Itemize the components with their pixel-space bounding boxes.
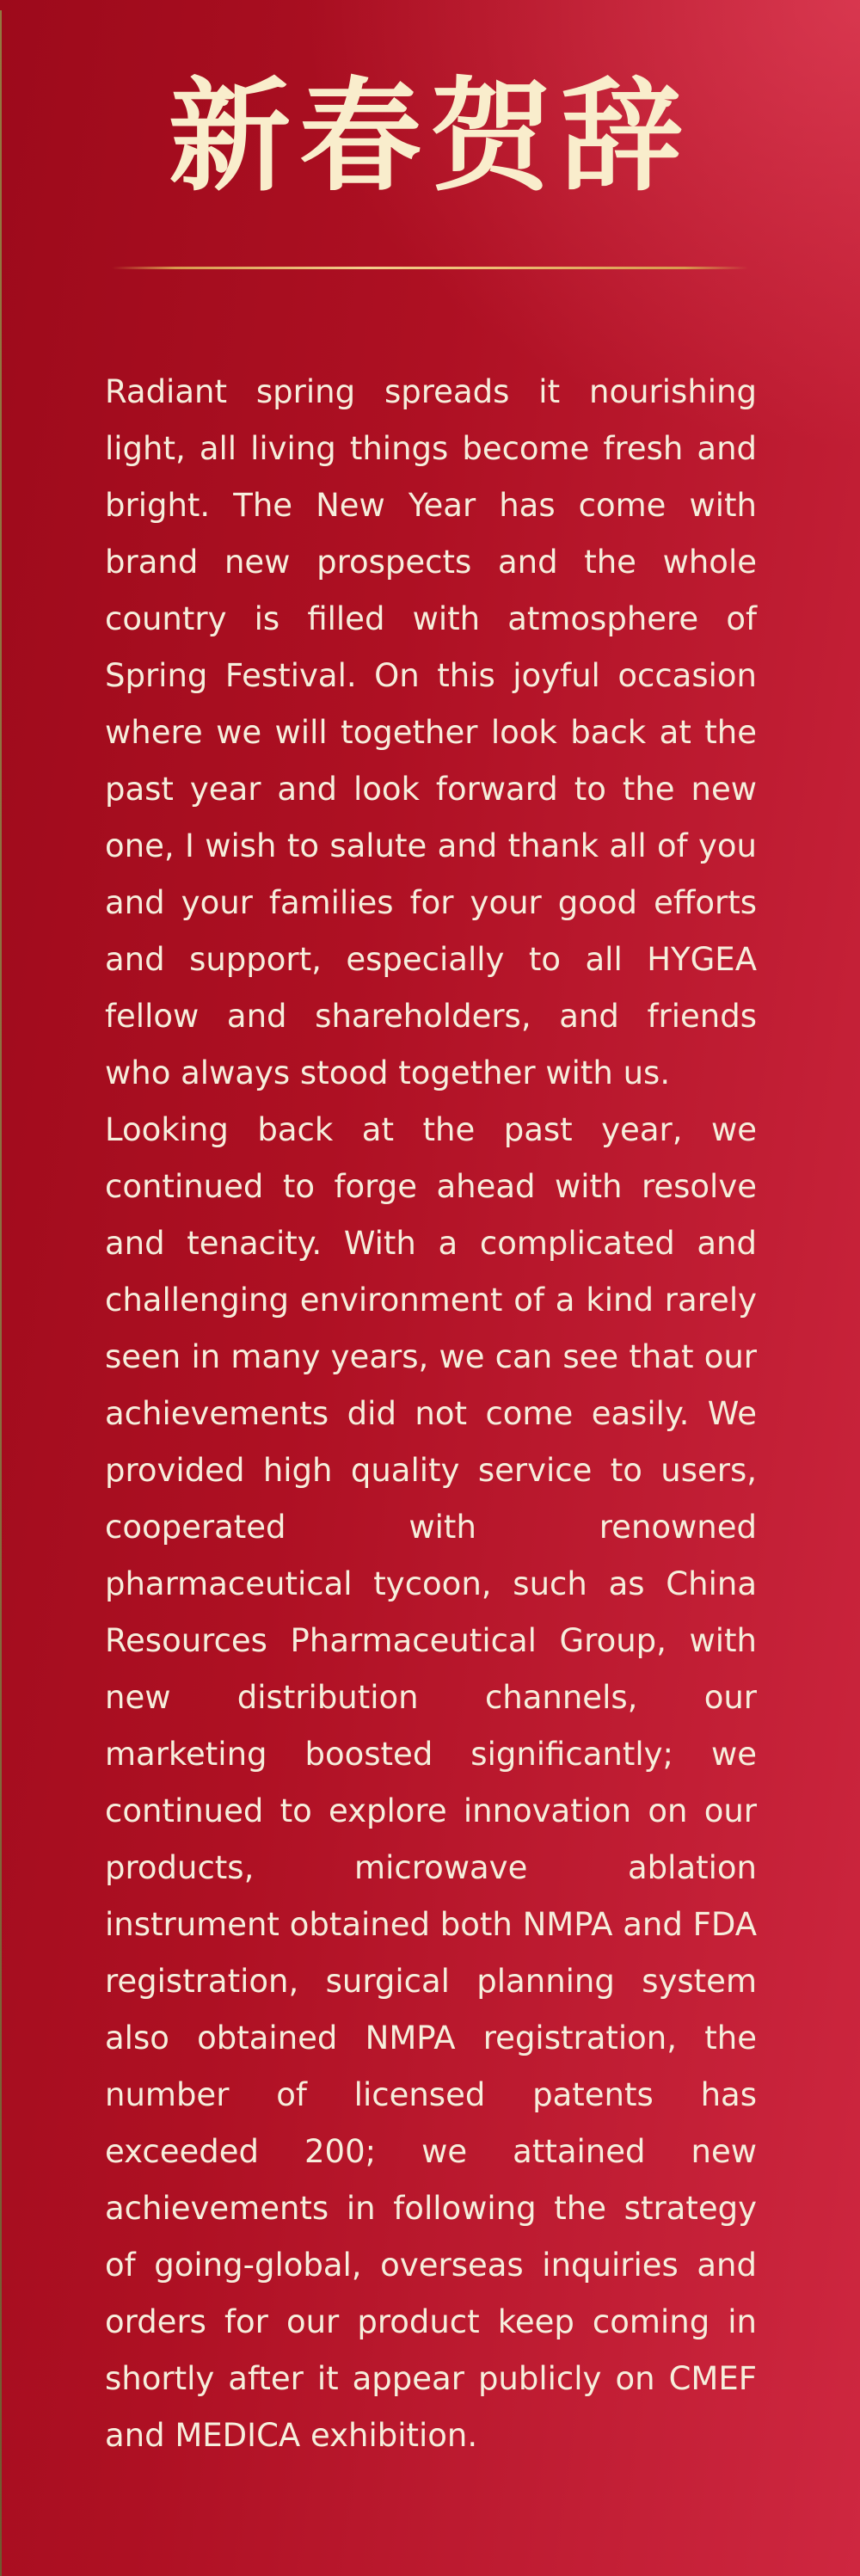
title-divider — [112, 267, 748, 269]
greeting-paragraph-1: Radiant spring spreads it nourishing light, all living things become fresh and bright. The New Year has come with brand new prospects and the whole country is filled with atmosphere of Spring Festival. On this joyful occasion where we will together look back at the past year and look forward to the new one, I wish to salute and thank all of you and your families for your good efforts and support, especially to all HYGEA fellow and shareholders, and friends who always stood together with us. — [105, 373, 757, 1091]
page-title: 新春贺辞 — [169, 65, 691, 208]
greeting-paragraph-2: Looking back at the past year, we continued to forge ahead with resolve and tenacity. With a complicated and challenging environment of a kind rarely seen in many years, we can see that our achievements did not come easily. We provided high quality service to users, cooperated with renowned pharmaceutical tycoon, such as China Resources Pharmaceutical Group, with new distribution channels, our marketing boosted significantly; we continued to explore innovation on our products, microwave ablation instrument obtained both NMPA and FDA registration, surgical planning system also obtained NMPA registration, the number of licensed patents has exceeded 200; we attained new achievements in following the strategy of going-global, overseas inquiries and orders for our product keep coming in shortly after it appear publicly on CMEF and MEDICA exhibition. — [105, 1111, 758, 2454]
greeting-body — [105, 364, 757, 2464]
left-gold-edge-line — [0, 10, 2, 2576]
